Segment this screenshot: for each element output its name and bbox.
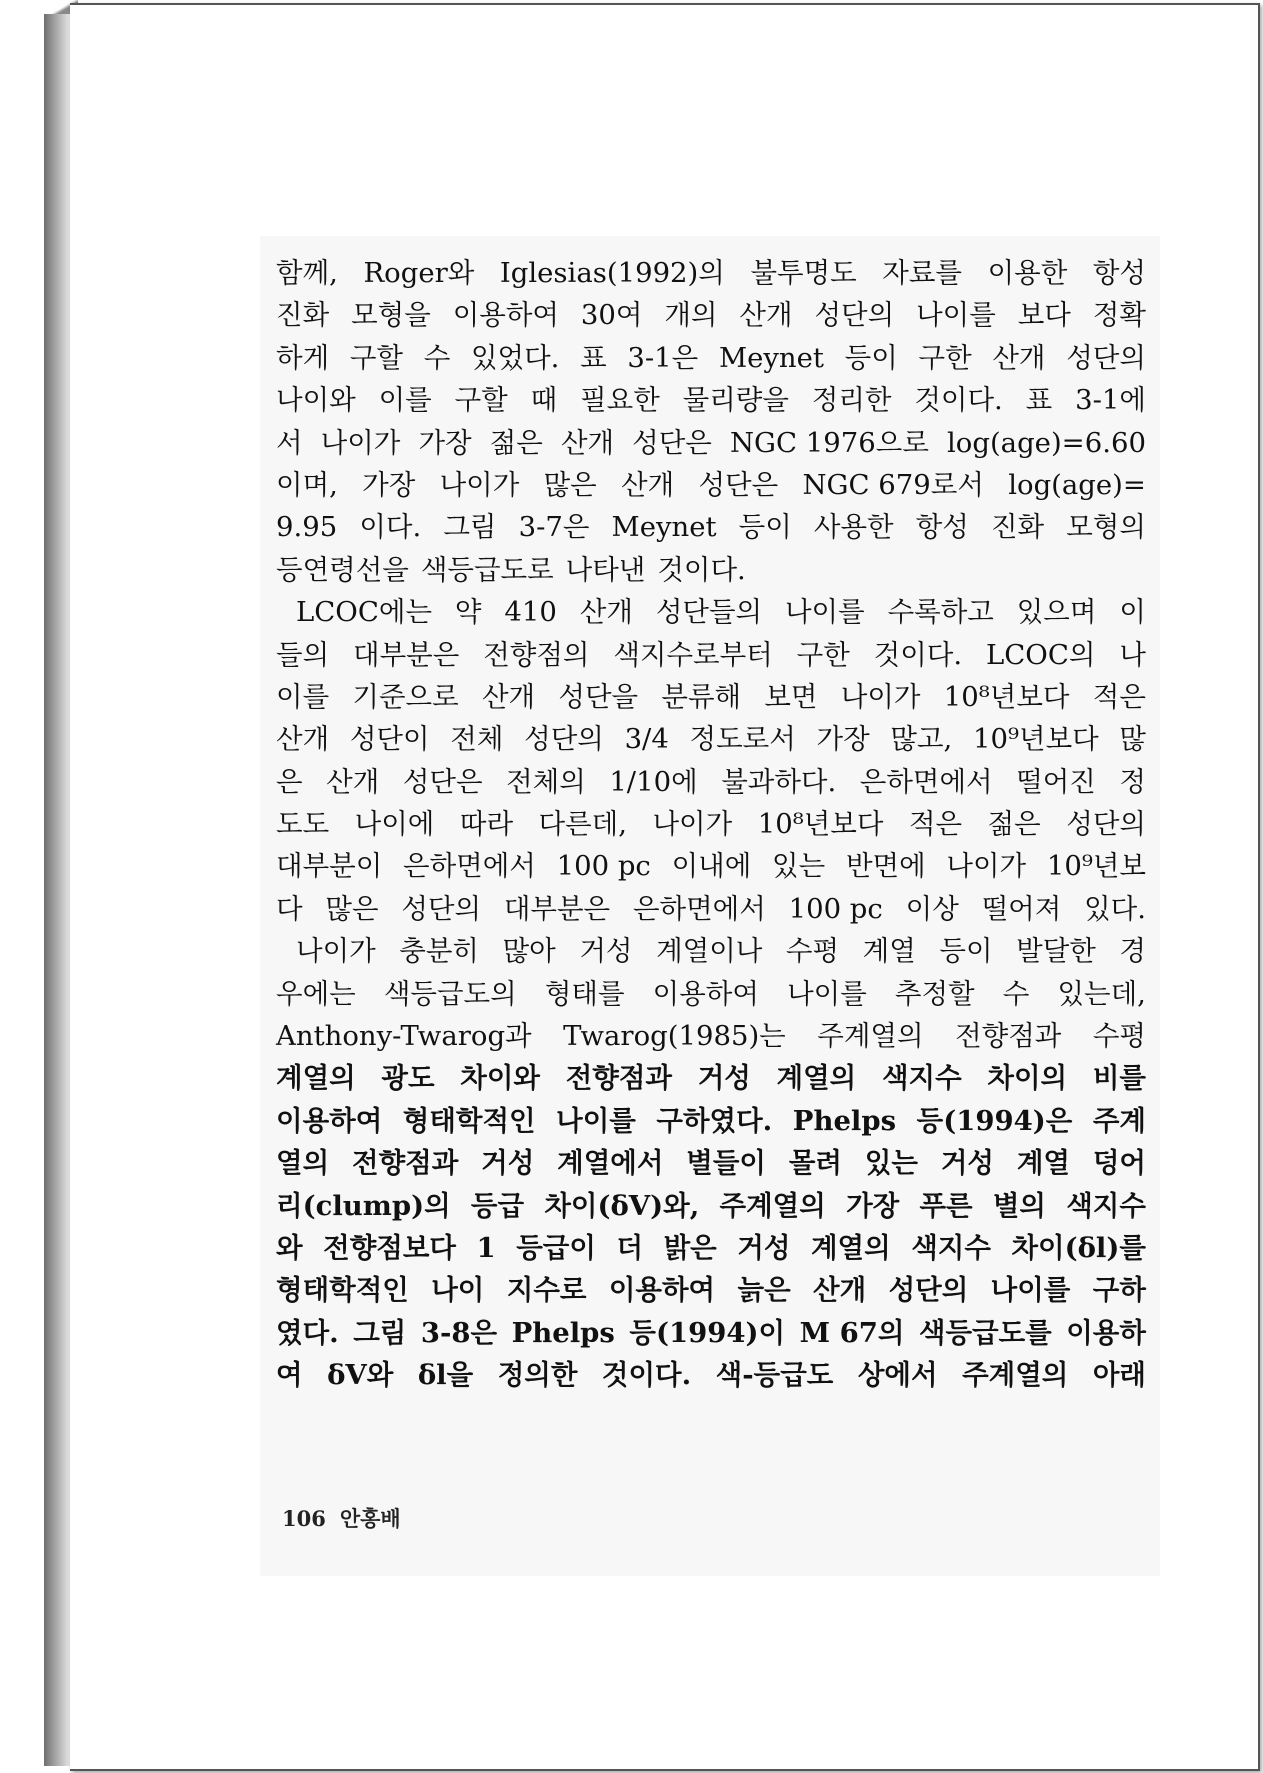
word: 밝은: [663, 1231, 717, 1264]
word: 있는: [864, 1147, 918, 1180]
word: 산개: [481, 680, 536, 713]
word: 보면: [764, 680, 818, 713]
word: 성단을: [558, 680, 639, 713]
word: 10⁸년보다: [757, 808, 884, 841]
word: 거성: [940, 1147, 994, 1180]
word: 은하면에서: [632, 892, 766, 925]
text-line: [276, 294, 1146, 336]
word: Twarog(1985)는: [563, 1020, 786, 1053]
text-line: [276, 761, 1146, 803]
word: 수록하고: [887, 596, 994, 629]
word: Phelps: [511, 1316, 615, 1349]
word: 형태학적인: [276, 1274, 409, 1307]
word: 따라: [459, 808, 514, 841]
word: 9.95: [276, 511, 338, 544]
word: 성단이: [349, 723, 430, 756]
word: 전체의: [506, 765, 586, 798]
word: 성단의: [401, 892, 482, 925]
word: 대부분은: [353, 638, 460, 671]
word: 별의: [992, 1189, 1046, 1222]
page-footer: [282, 1503, 401, 1533]
word: 들의: [276, 638, 330, 671]
paragraph: [276, 591, 1146, 930]
word: δV와: [327, 1359, 394, 1392]
word: 주계열의: [719, 1189, 826, 1222]
word: 색-등급도: [715, 1359, 834, 1392]
word: 색등급도를: [918, 1316, 1052, 1349]
word: 추정할: [894, 977, 975, 1010]
word: 성단의: [524, 723, 604, 756]
word: 적은: [1092, 680, 1146, 713]
body-text: [276, 252, 1146, 1397]
word: NGC 1976으로: [729, 426, 929, 459]
word: LCOC의: [985, 638, 1096, 671]
word: 색등급도로: [420, 553, 554, 586]
page-number: 106: [282, 1506, 326, 1531]
word: 1: [476, 1231, 496, 1264]
word: 항성: [915, 511, 969, 544]
word: 진화: [990, 511, 1045, 544]
word: 이용하여: [276, 1104, 383, 1137]
word: 경: [1119, 935, 1146, 968]
word: 10⁸년보다: [943, 680, 1070, 713]
word: 성단은: [402, 765, 483, 798]
word: 30여: [580, 299, 643, 332]
text-line: [276, 1057, 1146, 1099]
word: 계열에서: [557, 1147, 664, 1180]
word: 정: [1119, 765, 1146, 798]
word: 등이: [738, 511, 792, 544]
word: 3-7은: [518, 511, 590, 544]
word: 전향점의: [483, 638, 590, 671]
word: 계열: [1016, 1147, 1070, 1180]
text-line: [276, 464, 1146, 506]
text-line: [276, 1227, 1146, 1269]
word: 주계열의: [962, 1359, 1069, 1392]
word: 젊은: [489, 426, 543, 459]
word: 있다.: [1084, 892, 1146, 925]
word: 등(1994)은: [916, 1104, 1073, 1137]
word: 지수로: [506, 1274, 587, 1307]
text-line: [276, 1015, 1146, 1057]
word: 거성: [481, 1147, 535, 1180]
word: 10⁹년보다: [972, 723, 1099, 756]
word: 적은: [908, 808, 963, 841]
word: 등(1994)이: [629, 1316, 786, 1349]
word: Anthony-Twarog과: [276, 1020, 532, 1053]
word: 성단의: [1066, 341, 1146, 374]
word: 다른데,: [538, 808, 627, 841]
text-line: [276, 676, 1146, 718]
word: 덩어: [1092, 1147, 1146, 1180]
word: LCOC에는: [296, 596, 433, 629]
word: 수: [1002, 977, 1030, 1010]
word: 대부분은: [503, 892, 611, 925]
word: 분류해: [661, 680, 742, 713]
word: 구하였다.: [656, 1104, 773, 1137]
word: 젊은: [987, 808, 1041, 841]
word: 가장: [846, 1189, 900, 1222]
word: 표: [580, 341, 607, 374]
text-line: [276, 1269, 1146, 1311]
word: 거성: [697, 1062, 751, 1095]
word: 불투명도: [750, 257, 857, 289]
word: 정확: [1092, 299, 1146, 332]
word: 그림: [443, 511, 497, 544]
word: 와: [276, 1231, 303, 1264]
text-line: [276, 1142, 1146, 1184]
word: 광도: [381, 1062, 435, 1095]
word: 나타낸: [565, 553, 646, 586]
word: 구할: [349, 341, 403, 374]
text-line: [276, 422, 1146, 464]
word: 성단들의: [655, 596, 763, 629]
word: 등급이: [516, 1231, 596, 1264]
word: 수평: [785, 935, 840, 968]
word: 산개: [739, 299, 793, 332]
word: 보다: [1017, 299, 1071, 332]
word: 있는데,: [1057, 977, 1146, 1010]
word: 이용하여: [652, 977, 759, 1010]
word: 산개: [621, 468, 675, 501]
word: 이내에: [671, 850, 752, 883]
word: 많: [1119, 723, 1146, 756]
text-line: [276, 930, 1146, 972]
word: 10⁹년보: [1046, 850, 1146, 883]
word: 떨어진: [1016, 765, 1096, 798]
text-line: [276, 337, 1146, 379]
word: 나이를: [916, 299, 996, 332]
word: 개의: [664, 299, 718, 332]
word: 도도: [276, 808, 330, 841]
word: 나이가: [840, 680, 921, 713]
word: 이용하: [1066, 1316, 1146, 1349]
word: 나이를: [556, 1104, 636, 1137]
word: 구한: [918, 341, 972, 374]
text-line: [276, 803, 1146, 845]
text-line: [276, 1312, 1146, 1354]
word: 리(clump)의: [276, 1189, 451, 1222]
word: 산개: [560, 426, 615, 459]
running-author: 안홍배: [339, 1506, 401, 1531]
word: 계열: [862, 935, 916, 968]
word: 은: [276, 765, 303, 798]
word: 늙은: [737, 1274, 791, 1307]
word: 그림: [353, 1316, 407, 1349]
word: 색지수로부터: [613, 638, 773, 671]
word: Roger와: [363, 257, 475, 289]
word: 차이의: [987, 1062, 1068, 1095]
word: 은하면에서: [859, 765, 993, 798]
word: Phelps: [792, 1104, 897, 1137]
word: 차이(δV)와,: [544, 1189, 700, 1222]
text-line: [276, 549, 1146, 591]
word: 정의한: [497, 1359, 578, 1392]
word: 성단의: [888, 1274, 969, 1307]
text-line: [276, 506, 1146, 548]
word: 계열이나: [656, 935, 763, 968]
word: 전체: [450, 723, 504, 756]
word: 계열의: [810, 1231, 891, 1264]
word: 반면에: [845, 850, 926, 883]
word: 등급: [470, 1189, 525, 1222]
word: 이: [1119, 596, 1146, 629]
word: 때: [530, 384, 558, 417]
text-line: [276, 888, 1146, 930]
word: 물리량을: [682, 384, 789, 417]
text-line: [276, 718, 1146, 760]
word: Meynet: [611, 511, 717, 544]
word: 등이: [939, 935, 993, 968]
word: 색지수: [1066, 1189, 1146, 1222]
word: 계열의: [776, 1062, 857, 1095]
word: 차이와: [460, 1062, 540, 1095]
text-line: [276, 1185, 1146, 1227]
word: 다: [276, 892, 303, 925]
text-line: [276, 1354, 1146, 1396]
word: 형태를: [544, 977, 625, 1010]
word: 전향점과: [955, 1020, 1062, 1053]
word: 계열의: [276, 1062, 356, 1095]
word: 나이가: [439, 468, 520, 501]
word: 나이를: [787, 977, 867, 1010]
word: log(age)=: [1008, 468, 1146, 501]
word: 수: [423, 341, 451, 374]
book-spine: [44, 14, 70, 1766]
paragraph: [276, 930, 1146, 1396]
word: 등연령선을: [276, 553, 409, 586]
word: 기준으로: [352, 680, 459, 713]
word: 나이가: [320, 426, 401, 459]
word: 주계열의: [817, 1020, 924, 1053]
paragraph: [276, 252, 1146, 591]
word: 발달한: [1016, 935, 1096, 968]
word: NGC 679로서: [802, 468, 984, 501]
word: 산개: [326, 765, 380, 798]
text-line: [276, 379, 1146, 421]
word: 색등급도의: [383, 977, 517, 1010]
text-line: [276, 252, 1146, 294]
word: 나이가: [946, 850, 1027, 883]
word: 여: [276, 1359, 303, 1392]
word: 3/4: [624, 723, 669, 756]
word: M 67의: [799, 1316, 905, 1349]
word: Meynet: [718, 341, 824, 374]
word: 필요한: [580, 384, 660, 417]
word: 구할: [454, 384, 508, 417]
word: 색지수: [911, 1231, 991, 1264]
word: 이며,: [276, 468, 338, 501]
word: 거성: [737, 1231, 791, 1264]
word: 있었다.: [470, 341, 560, 374]
word: 주계: [1092, 1104, 1146, 1137]
word: 100 pc: [556, 850, 651, 883]
word: 성단의: [1066, 808, 1146, 841]
word: 떨어져: [981, 892, 1062, 925]
word: 별들이: [686, 1147, 766, 1180]
word: 많아: [502, 935, 556, 968]
word: 이상: [905, 892, 959, 925]
word: 우에는: [276, 977, 356, 1010]
word: 표: [1025, 384, 1053, 417]
word: 형태학적인: [402, 1104, 536, 1137]
word: 함께,: [276, 257, 338, 289]
word: 가장: [418, 426, 472, 459]
word: 등이: [844, 341, 898, 374]
word: 수평: [1092, 1020, 1146, 1053]
word: 나이를: [784, 596, 865, 629]
word: 충분히: [399, 935, 479, 968]
word: 항성: [1092, 257, 1146, 289]
word: 였다.: [276, 1316, 339, 1349]
word: 거성: [579, 935, 633, 968]
word: 불과하다.: [721, 765, 837, 798]
word: 색지수: [881, 1062, 962, 1095]
text-line: [276, 591, 1146, 633]
word: 차이(δl)를: [1011, 1231, 1146, 1264]
word: 성단의: [814, 299, 895, 332]
word: 비를: [1092, 1062, 1146, 1095]
word: 것이다.: [914, 384, 1003, 417]
word: 산개: [276, 723, 330, 756]
text-line: [276, 845, 1146, 887]
word: 많은: [543, 468, 597, 501]
word: 410: [504, 596, 557, 629]
word: 100 pc: [788, 892, 883, 925]
word: 있으며: [1016, 596, 1097, 629]
word: 이를: [378, 384, 432, 417]
word: 더: [616, 1231, 644, 1264]
word: Iglesias(1992)의: [499, 257, 725, 289]
word: 많은: [325, 892, 379, 925]
word: 것이다.: [657, 553, 746, 586]
word: 나이가: [296, 935, 376, 968]
word: 구한: [796, 638, 850, 671]
word: 가장: [816, 723, 870, 756]
word: 나이와: [276, 384, 356, 417]
word: 은하면에서: [403, 850, 536, 883]
word: 하게: [276, 341, 330, 374]
word: 서: [276, 426, 303, 459]
word: 나이에: [354, 808, 435, 841]
word: 전향점보다: [323, 1231, 456, 1264]
word: 몰려: [788, 1147, 842, 1180]
word: 성단은: [698, 468, 779, 501]
word: 3-1은: [627, 341, 699, 374]
text-line: [276, 1100, 1146, 1142]
word: 나이: [431, 1274, 485, 1307]
word: 3-1에: [1075, 384, 1146, 417]
word: 전향점과: [565, 1062, 672, 1095]
word: 3-8은: [420, 1316, 498, 1349]
word: 전향점과: [352, 1147, 459, 1180]
text-line: [276, 973, 1146, 1015]
word: 사용한: [813, 511, 894, 544]
word: 것이다.: [601, 1359, 692, 1392]
word: 이용하여: [608, 1274, 716, 1307]
word: 이를: [276, 680, 330, 713]
word: 산개: [992, 341, 1046, 374]
word: 것이다.: [873, 638, 963, 671]
word: 성단은: [632, 426, 712, 459]
word: 진화: [276, 299, 330, 332]
word: 이용하여: [452, 299, 559, 332]
word: 산개: [579, 596, 633, 629]
word: 정도로서: [689, 723, 796, 756]
word: 대부분이: [276, 850, 383, 883]
word: δl을: [417, 1359, 474, 1392]
word: 모형을: [351, 299, 431, 332]
word: 많고,: [890, 723, 953, 756]
word: 아래: [1092, 1359, 1146, 1392]
word: 이다.: [359, 511, 422, 544]
word: 구하: [1092, 1274, 1146, 1307]
word: 자료를: [882, 257, 962, 289]
word: 가장: [362, 468, 416, 501]
word: 나이가: [652, 808, 733, 841]
word: 있는: [772, 850, 826, 883]
text-line: [276, 634, 1146, 676]
word: 모형의: [1066, 511, 1146, 544]
word: 약: [454, 596, 482, 629]
word: 나: [1119, 638, 1146, 671]
word: log(age)=6.60: [947, 426, 1146, 459]
word: 산개: [813, 1274, 867, 1307]
word: 1/10에: [609, 765, 698, 798]
word: 정리한: [811, 384, 892, 417]
word: 푸른: [919, 1189, 973, 1222]
word: 열의: [276, 1147, 330, 1180]
word: 이용한: [987, 257, 1068, 289]
word: 상에서: [857, 1359, 938, 1392]
word: 나이를: [990, 1274, 1071, 1307]
